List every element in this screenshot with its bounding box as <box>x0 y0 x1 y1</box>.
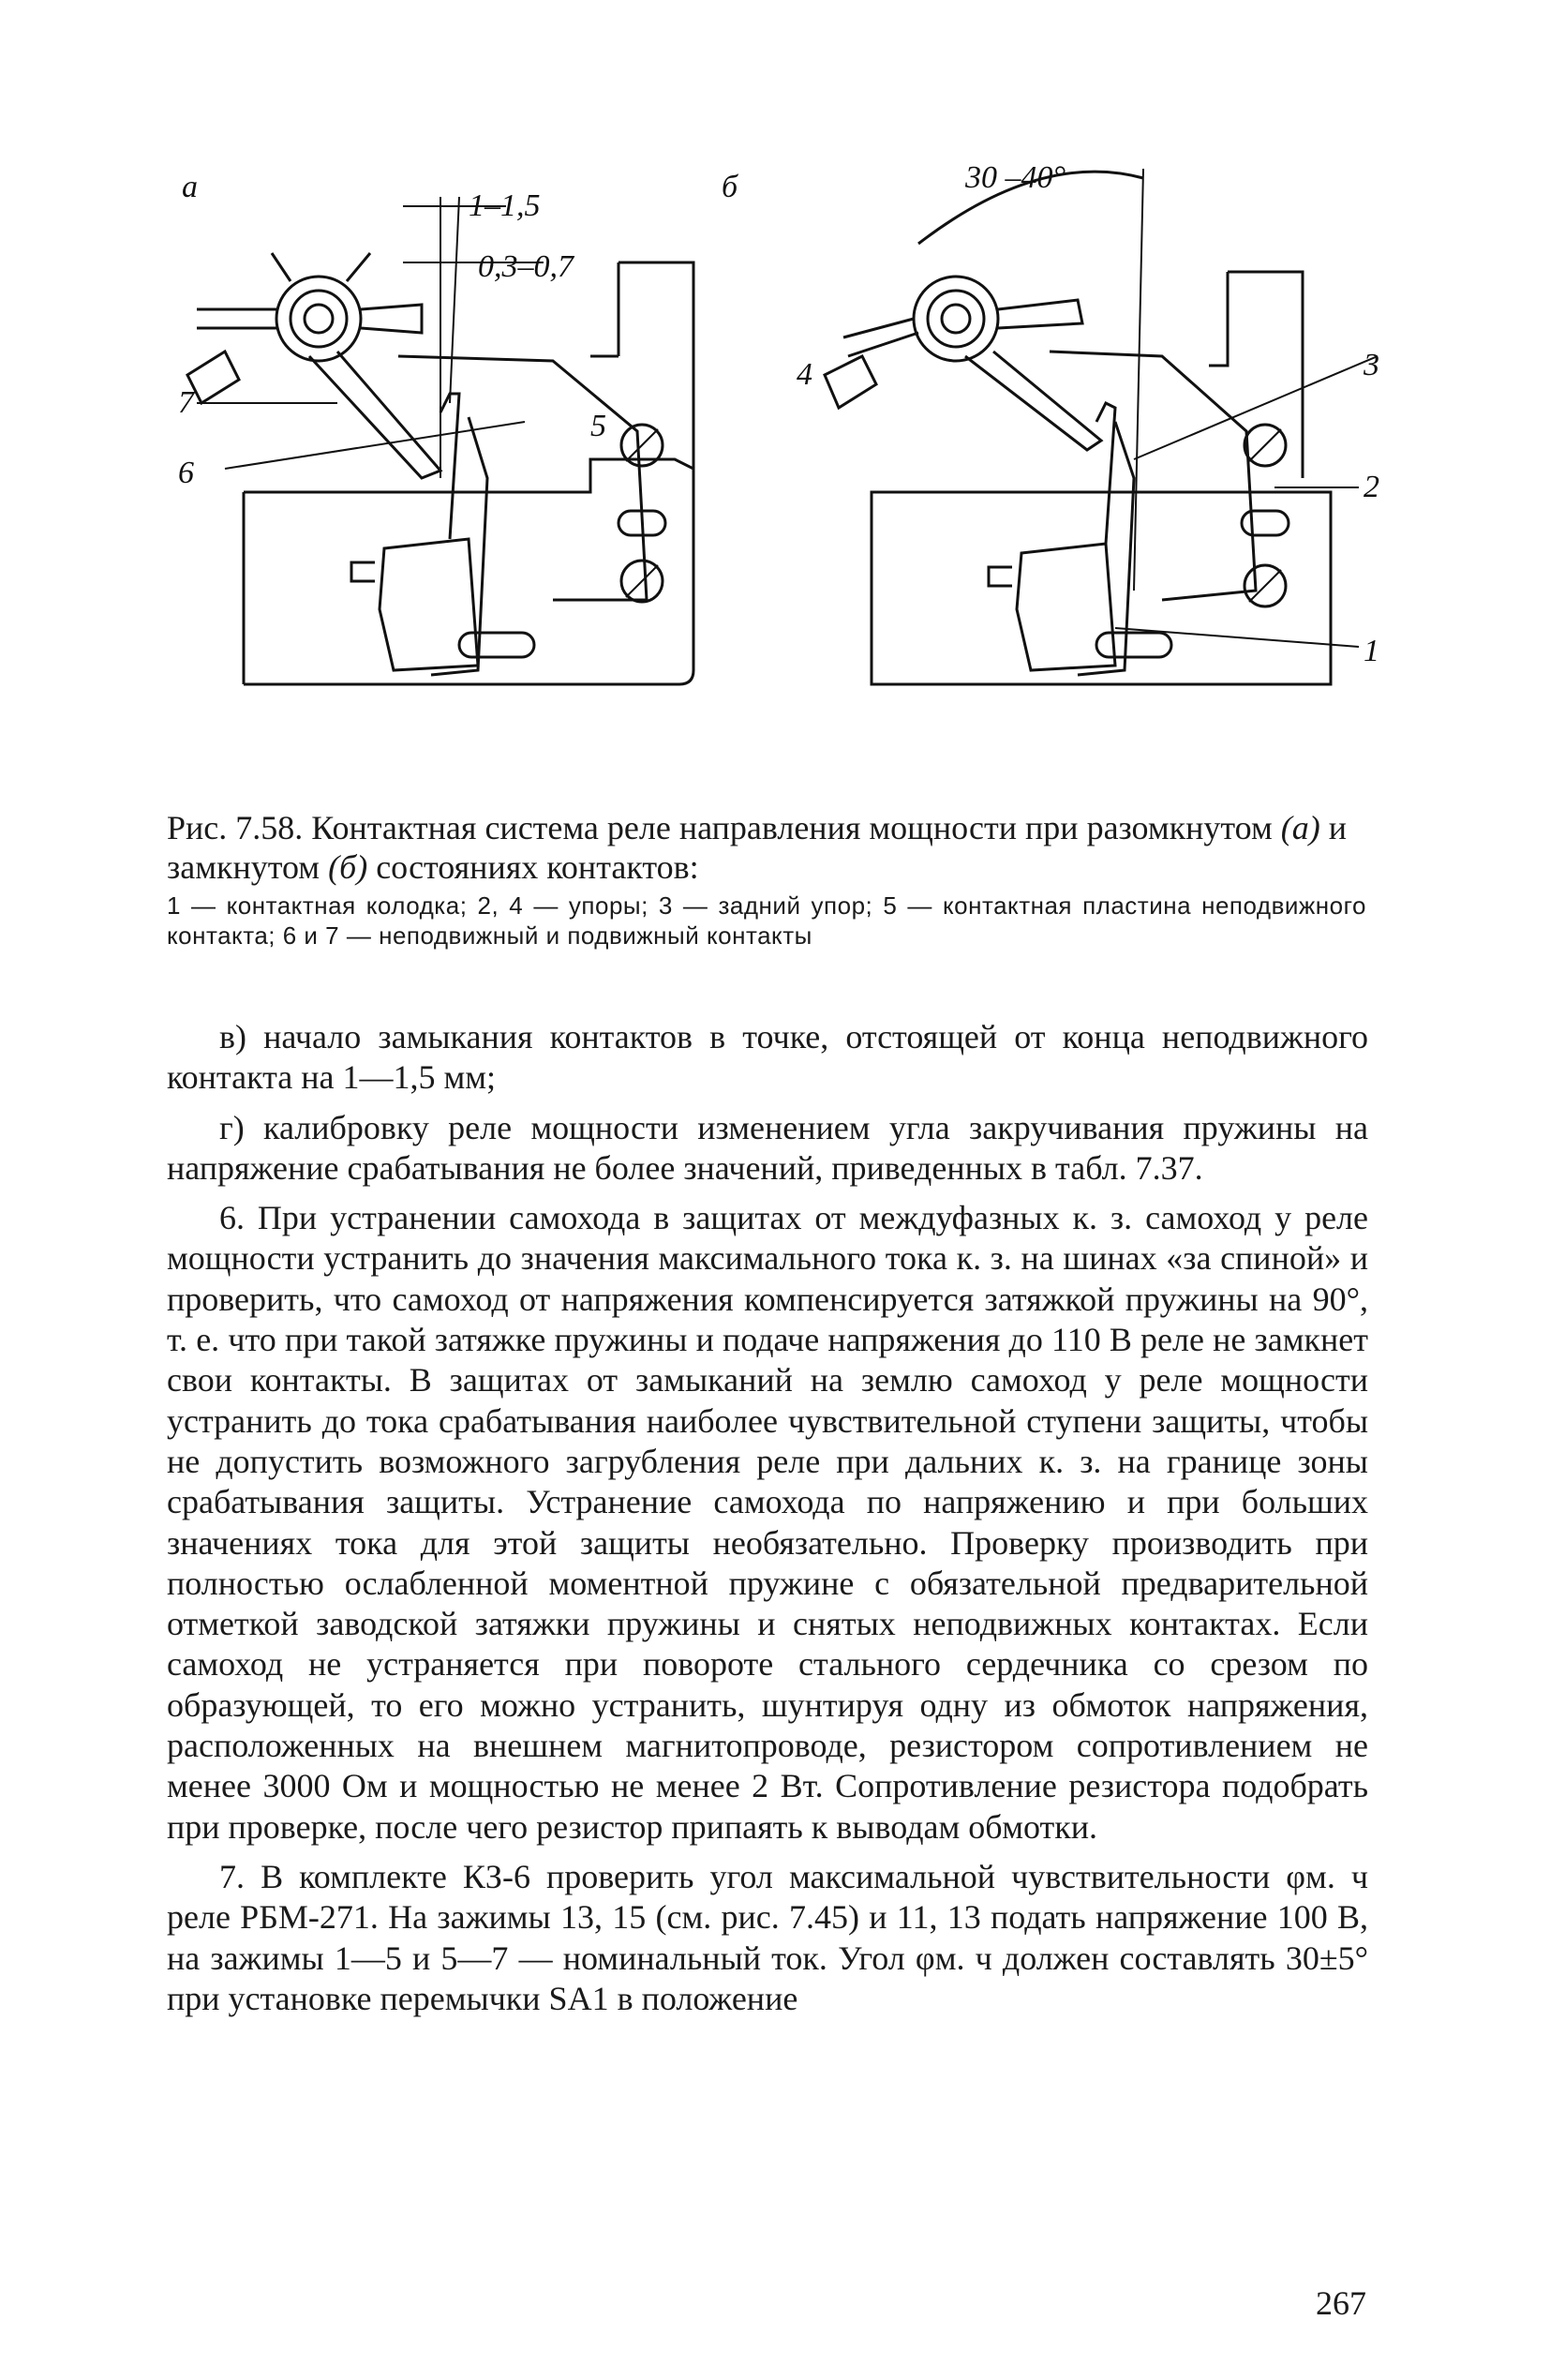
callout-4: 4 <box>797 357 812 392</box>
dim-2-label: 0,3–0,7 <box>478 249 574 284</box>
page-number: 267 <box>1316 2284 1366 2322</box>
angle-label: 30 –40° <box>965 160 1066 195</box>
dim-1-label: 1–1,5 <box>469 188 541 223</box>
figure-caption <box>167 808 1366 951</box>
callout-6: 6 <box>178 456 194 490</box>
callout-3: 3 <box>1364 348 1379 382</box>
paragraph-g: г) калибровку реле мощности изменением угла закручивания пружины на напряжение срабатывания не более значений, приведенных в табл. 7.37. <box>167 1108 1368 1187</box>
callout-2: 2 <box>1364 470 1379 504</box>
paragraph-7: 7. В комплекте КЗ-6 проверить угол максимальной чувствительности φм. ч реле РБМ-271. На зажимы 13, 15 (см. рис. 7.45) и 11, 13 подать напряжение 100 В, на зажимы 1—5 и 5—7 — номинальный ток. Угол φм. ч должен составлять 30±5° при установке перемычки SA1 в положение <box>167 1857 1368 2017</box>
body-text <box>167 1017 1368 2028</box>
relay-contact-figure <box>150 122 1396 778</box>
panel-a-drawing <box>178 170 693 684</box>
paragraph-v: в) начало замыкания контактов в точке, отстоящей от конца неподвижного контакта на 1—1,5 мм; <box>167 1018 1368 1097</box>
caption-title: Рис. 7.58. Контактная система реле направления мощности при разомкнутом (а) и замкнутом (б) состояниях контактов: <box>167 809 1348 886</box>
panel-b-label: б <box>722 170 738 204</box>
caption-legend: 1 — контактная колодка; 2, 4 — упоры; 3 — задний упор; 5 — контактная пластина неподвижного контакта; 6 и 7 — неподвижный и подвижный контакты <box>167 891 1366 950</box>
callout-7: 7 <box>178 385 194 420</box>
panel-a-label: а <box>182 170 198 204</box>
callout-5: 5 <box>590 409 606 443</box>
callout-1: 1 <box>1364 634 1379 668</box>
panel-b-drawing <box>722 160 1379 684</box>
paragraph-6: 6. При устранении самохода в защитах от междуфазных к. з. самоход у реле мощности устранить до значения максимального тока к. з. на шинах «за спиной» и проверить, что самоход от напряжения компенсируется затяжкой пружины на 90°, т. е. что при такой затяжке пружины и подаче напряжения до 110 В реле не замкнет свои контакты. В защитах от замыканий на землю самоход у реле мощности устранить до тока срабатывания наиболее чувствительной ступени защиты, чтобы не допустить возможного загрубления реле при дальних к. з. на границе зоны срабатывания защиты. Устранение самохода по напряжению и при больших значениях тока для этой защиты необязательно. Проверку производить при полностью ослабленной моментной пружине с обязательной предварительной отметкой заводской затяжки пружины и снятых неподвижных контактах. Если самоход не устраняется при повороте стального сердечника со срезом по образующей, то его можно устранить, шунтируя одну из обмоток напряжения, расположенных на внешнем магнитопроводе, резистором сопротивлением не менее 3000 Ом и мощностью не менее 2 Вт. Сопротивление резистора подобрать при проверке, после чего резистор припаять к выводам обмотки. <box>167 1199 1368 1846</box>
